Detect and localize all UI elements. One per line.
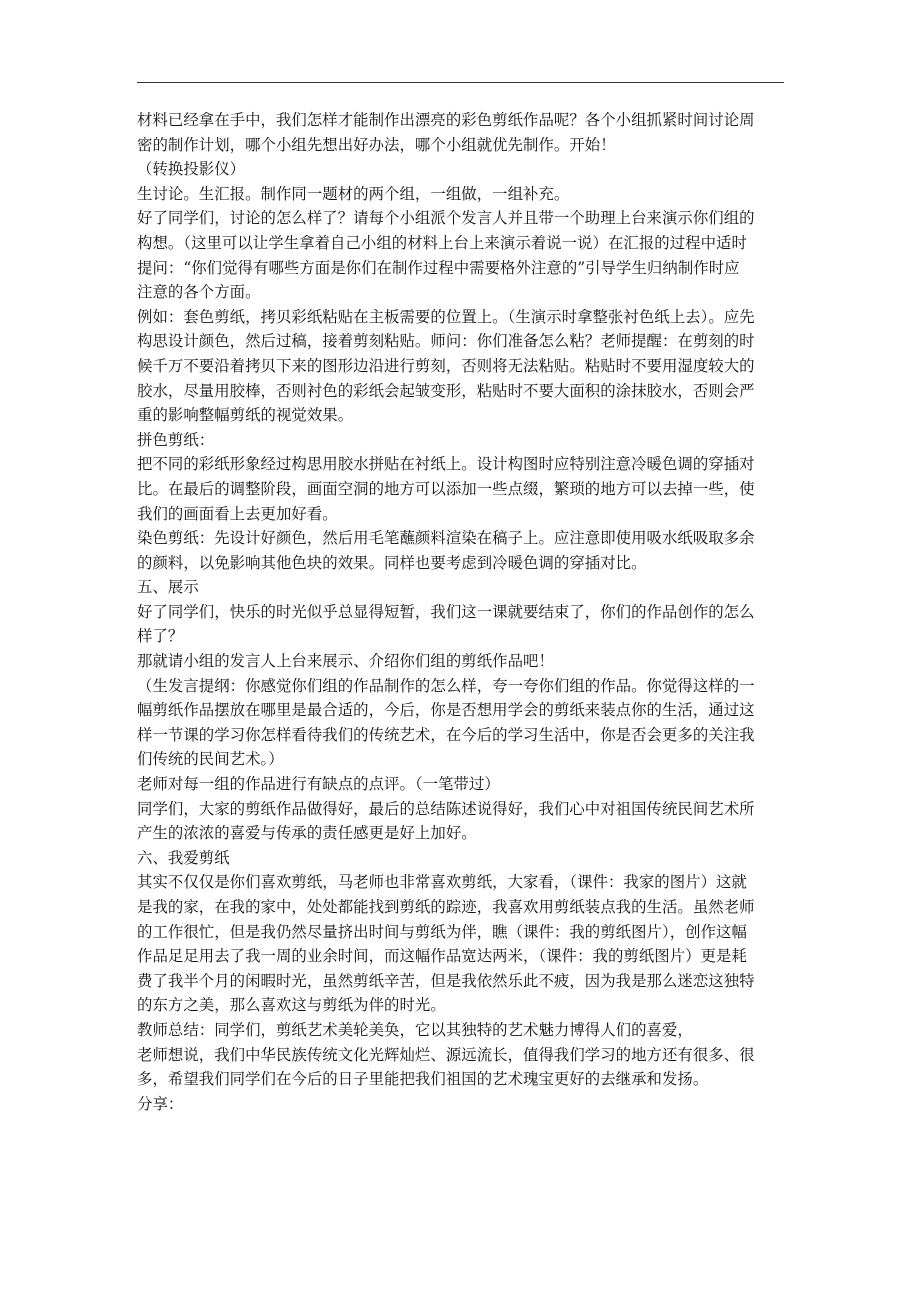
text-line: 分享： bbox=[137, 1094, 184, 1113]
text-line: 费了我半个月的闲暇时光，虽然剪纸辛苦，但是我依然乐此不疲，因为我是那么迷恋这独特 bbox=[137, 971, 755, 990]
text-line: 注意的各个方面。 bbox=[137, 283, 261, 302]
text-line: 提问：“你们觉得有哪些方面是你们在制作过程中需要格外注意的”引导学生归纳制作时应 bbox=[137, 258, 740, 277]
text-line: 染色剪纸：先设计好颜色，然后用毛笔蘸颜料渲染在稿子上。应注意即使用吸水纸吸取多余 bbox=[137, 529, 755, 548]
text-line: 材料已经拿在手中，我们怎样才能制作出漂亮的彩色剪纸作品呢？各个小组抓紧时间讨论周 bbox=[137, 111, 755, 129]
text-line: 其实不仅仅是你们喜欢剪纸，马老师也非常喜欢剪纸，大家看，（课件：我家的图片）这就 bbox=[137, 873, 747, 892]
text-line: 把不同的彩纸形象经过构思用胶水拼贴在衬纸上。设计构图时应特别注意冷暖色调的穿插对 bbox=[137, 455, 755, 474]
text-line: 的颜料，以免影响其他色块的效果。同样也要考虑到冷暖色调的穿插对比。 bbox=[137, 553, 647, 572]
text-line: 作品足足用去了我一周的业余时间，而这幅作品宽达两米，（课件：我的剪纸图片）更是耗 bbox=[137, 947, 747, 966]
text-line: 那就请小组的发言人上台来展示、介绍你们组的剪纸作品吧！ bbox=[137, 652, 554, 671]
text-line: 构想。（这里可以让学生拿着自己小组的材料上台上来演示着说一说）在汇报的过程中适时 bbox=[137, 233, 747, 252]
text-line: 好了同学们，快乐的时光似乎总显得短暂，我们这一课就要结束了，你们的作品创作的怎么 bbox=[137, 602, 755, 621]
document-body bbox=[137, 108, 787, 1116]
text-line: 我们的画面看上去更加好看。 bbox=[137, 504, 338, 523]
text-line: 同学们，大家的剪纸作品做得好，最后的总结陈述说得好，我们心中对祖国传统民间艺术所 bbox=[137, 799, 755, 818]
text-line: 老师想说，我们中华民族传统文化光辉灿烂、源远流长，值得我们学习的地方还有很多、很 bbox=[137, 1045, 755, 1064]
text-line: 六、我爱剪纸 bbox=[137, 848, 230, 867]
text-line: 幅剪纸作品摆放在哪里是最合适的，今后，你是否想用学会的剪纸来装点你的生活，通过这 bbox=[137, 701, 755, 720]
text-line: 拼色剪纸： bbox=[137, 430, 215, 449]
text-line: （生发言提纲：你感觉你们组的作品制作的怎么样，夸一夸你们组的作品。你觉得这样的一 bbox=[137, 676, 755, 695]
text-line: 老师对每一组的作品进行有缺点的点评。（一笔带过） bbox=[137, 775, 500, 794]
text-line: 比。在最后的调整阶段，画面空洞的地方可以添加一些点缀，繁琐的地方可以去掉一些，使 bbox=[137, 479, 755, 498]
text-line: 五、展示 bbox=[137, 578, 199, 597]
text-line: （转换投影仪） bbox=[137, 160, 246, 179]
text-line: 样一节课的学习你怎样看待我们的传统艺术，在今后的学习生活中，你是否会更多的关注我 bbox=[137, 725, 755, 744]
header-rule bbox=[137, 82, 784, 83]
text-line: 例如：套色剪纸，拷贝彩纸粘贴在主板需要的位置上。（生演示时拿整张衬色纸上去）。应先 bbox=[137, 307, 755, 326]
text-line: 教师总结：同学们，剪纸艺术美轮美奂，它以其独特的艺术魅力博得人们的喜爱， bbox=[137, 1020, 693, 1039]
text-line: 产生的浓浓的喜爱与传承的责任感更是好上加好。 bbox=[137, 824, 477, 843]
text-line: 生讨论。生汇报。制作同一题材的两个组，一组做，一组补充。 bbox=[137, 184, 570, 203]
text-line: 样了？ bbox=[137, 627, 184, 646]
text-line: 的东方之美，那么喜欢这与剪纸为伴的时光。 bbox=[137, 996, 446, 1015]
text-line: 重的影响整幅剪纸的视觉效果。 bbox=[137, 406, 354, 425]
text-line: 是我的家，在我的家中，处处都能找到剪纸的踪迹，我喜欢用剪纸装点我的生活。虽然老师 bbox=[137, 898, 755, 916]
text-line: 胶水，尽量用胶棒，否则衬色的彩纸会起皱变形，粘贴时不要大面积的涂抹胶水，否则会严 bbox=[137, 381, 755, 400]
text-line: 们传统的民间艺术。） bbox=[137, 750, 284, 769]
text-line: 候千万不要沿着拷贝下来的图形边沿进行剪刻，否则将无法粘贴。粘贴时不要用湿度较大的 bbox=[137, 356, 755, 375]
text-line: 构思设计颜色，然后过稿，接着剪刻粘贴。师问：你们准备怎么粘？老师提醒：在剪刻的时 bbox=[137, 332, 755, 351]
text-line: 多，希望我们同学们在今后的日子里能把我们祖国的艺术瑰宝更好的去继承和发扬。 bbox=[137, 1070, 709, 1089]
text-line: 密的制作计划，哪个小组先想出好办法，哪个小组就优先制作。开始！ bbox=[137, 135, 616, 154]
text-line: 的工作很忙，但是我仍然尽量挤出时间与剪纸为伴，瞧（课件：我的剪纸图片），创作这幅 bbox=[137, 922, 747, 941]
text-line: 好了同学们，讨论的怎么样了？请每个小组派个发言人并且带一个助理上台来演示你们组的 bbox=[137, 209, 755, 228]
